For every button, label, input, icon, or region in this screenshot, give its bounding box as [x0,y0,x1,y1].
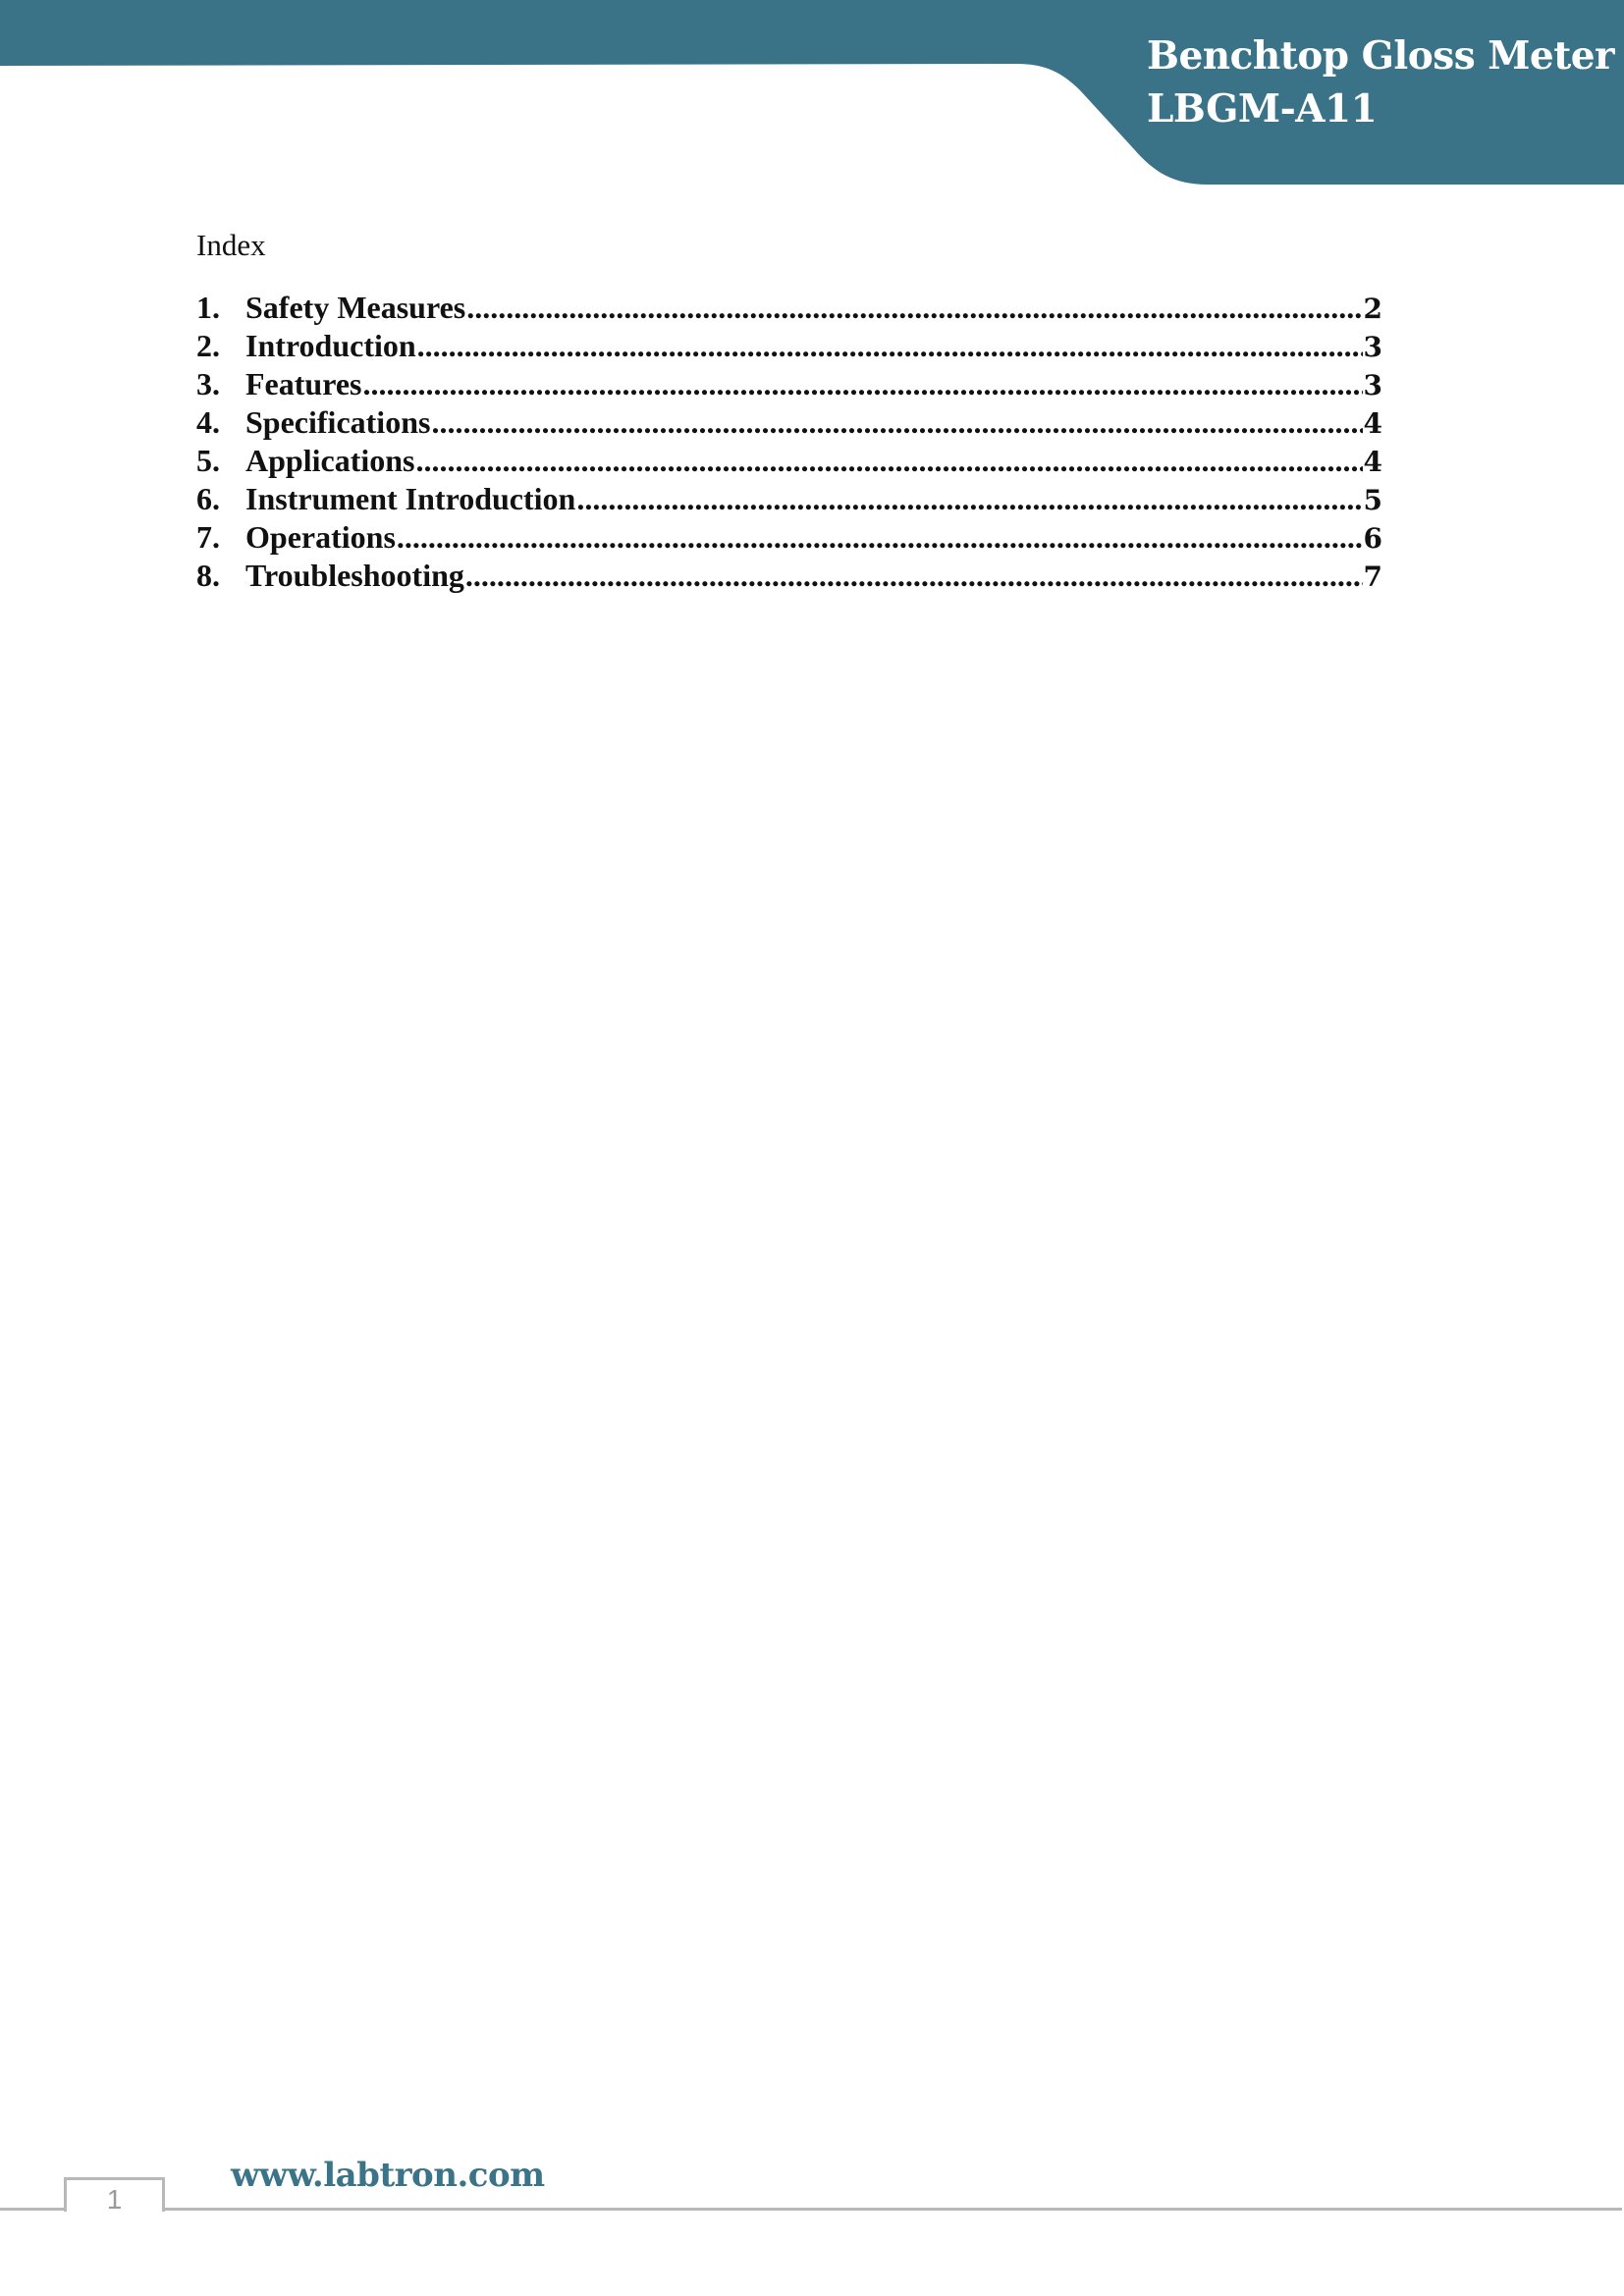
model-number: LBGM-A11 [1147,86,1378,132]
dot-leader [576,480,1362,518]
table-of-contents [196,289,1382,595]
dot-leader [466,289,1362,327]
toc-item-applications[interactable] [196,442,1382,480]
toc-number: 3. [196,366,220,401]
dot-leader [465,557,1363,595]
toc-label: Features [245,366,362,401]
dot-leader [397,518,1363,557]
document-title [1147,29,1614,135]
footer-divider [0,2208,1622,2211]
toc-label: Safety Measures [245,290,466,325]
toc-number: 7. [196,519,220,555]
page-number-tab [64,2177,165,2215]
toc-page-number: 2 [1363,293,1382,325]
toc-page-number: 4 [1363,446,1382,478]
toc-number: 8. [196,558,220,593]
product-name: Benchtop Gloss Meter [1147,33,1615,79]
toc-number: 5. [196,443,220,478]
toc-number: 6. [196,481,220,516]
toc-item-safety-measures[interactable] [196,289,1382,327]
toc-item-instrument-introduction[interactable] [196,480,1382,518]
toc-number: 1. [196,290,220,325]
toc-label: Instrument Introduction [245,481,576,516]
toc-item-operations[interactable] [196,518,1382,557]
toc-label: Applications [245,443,415,478]
dot-leader [417,327,1363,365]
page-number: 1 [106,2184,123,2215]
toc-item-features[interactable] [196,365,1382,403]
toc-item-introduction[interactable] [196,327,1382,365]
toc-page-number: 5 [1363,484,1382,516]
dot-leader [362,365,1362,403]
dot-leader [415,442,1362,480]
toc-item-specifications[interactable] [196,403,1382,442]
toc-item-troubleshooting[interactable] [196,557,1382,595]
toc-page-number: 3 [1363,369,1382,401]
toc-label: Introduction [245,328,416,363]
dot-leader [431,403,1362,442]
toc-label: Operations [245,519,396,555]
website-link[interactable]: www.labtron.com [231,2156,545,2195]
toc-number: 4. [196,404,220,440]
toc-page-number: 4 [1363,407,1382,440]
index-heading: Index [196,228,266,262]
toc-page-number: 7 [1363,561,1382,593]
toc-label: Troubleshooting [245,558,464,593]
toc-page-number: 3 [1363,331,1382,363]
toc-page-number: 6 [1363,522,1382,555]
toc-label: Specifications [245,404,431,440]
toc-number: 2. [196,328,220,363]
